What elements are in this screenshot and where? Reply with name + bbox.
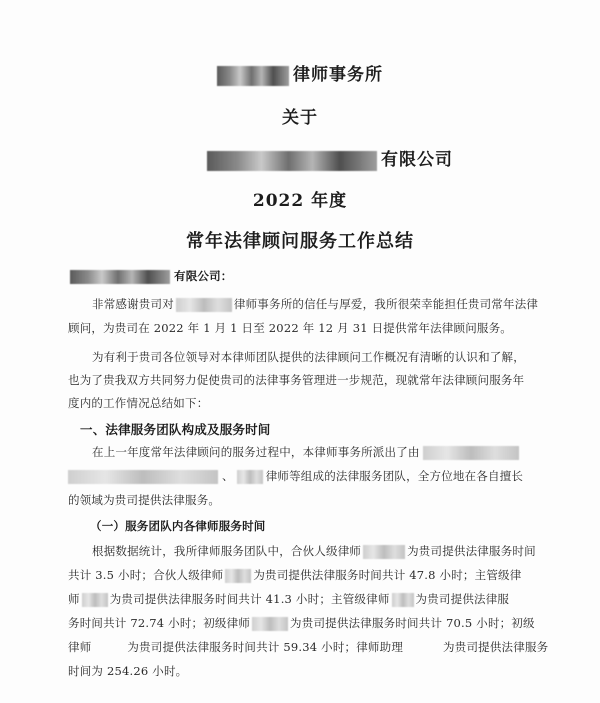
redacted-lawyer-a <box>363 545 405 559</box>
redacted-firm-ref <box>176 298 232 312</box>
document-title: 常年法律顾问服务工作总结 <box>186 231 414 252</box>
section-heading-1: 一、法律服务团队构成及服务时间 <box>80 422 271 437</box>
paragraph-3-line-3: 的领域为贵司提供法律服务。 <box>68 493 221 507</box>
redacted-lawyer-e <box>252 617 288 631</box>
redacted-lawyer-d <box>392 593 414 607</box>
firm-name-line <box>0 60 600 86</box>
about-line: 关于 <box>282 108 318 128</box>
redacted-lawyer-names-2 <box>68 470 218 484</box>
redacted-addressee <box>70 270 170 284</box>
p1-text-b: 律师事务所的信任与厚爱，我所很荣幸能担任贵司常年法律 <box>233 297 539 311</box>
year-line: 2022 年度 <box>252 191 348 211</box>
p4-l4-b: 为贵司提供法律服务时间共计 70.5 小时；初级 <box>290 616 535 630</box>
paragraph-2-line-1: 为有利于贵司各位领导对本律师团队提供的法律顾问工作概况有清晰的认识和了解， <box>92 350 525 364</box>
paragraph-4-line-4 <box>68 615 535 631</box>
p3-text-b: 律师等组成的法律服务团队，全方位地在各自擅长 <box>265 469 524 483</box>
redacted-firm-name <box>217 66 289 86</box>
p4-l2-b: 为贵司提供法律服务时间共计 47.8 小时；主管级律 <box>253 568 522 582</box>
p4-l5-a: 律师 <box>68 640 92 654</box>
redacted-lawyer-b <box>225 569 251 583</box>
paragraph-3-line-1 <box>92 444 523 460</box>
p1-text-a: 非常感谢贵司对 <box>92 297 174 311</box>
firm-suffix: 律师事务所 <box>293 65 383 85</box>
redacted-lawyer-names-3 <box>237 470 263 484</box>
company-suffix: 有限公司 <box>381 150 453 170</box>
redacted-lawyer-c <box>82 593 108 607</box>
p4-l3-b: 为贵司提供法律服务时间共计 41.3 小时；主管级律师 <box>109 592 390 606</box>
redacted-company-name <box>207 151 377 171</box>
paragraph-1-line-2: 顾问，为贵司在 2022 年 1 月 1 日至 2022 年 12 月 31 日提供常年法律顾问服务。 <box>68 321 512 335</box>
paragraph-4-line-1 <box>92 543 536 559</box>
p4-l3-c: 为贵司提供法律服 <box>415 592 510 606</box>
p4-l1-a: 根据数据统计，我所律师服务团队中，合伙人级律师 <box>92 544 362 558</box>
p3-separator: 、 <box>222 469 234 483</box>
redacted-lawyer-names-1 <box>423 446 519 460</box>
addressee-suffix: 有限公司： <box>174 269 233 283</box>
p4-l2-a: 共计 3.5 小时；合伙人级律师 <box>68 568 224 582</box>
paragraph-1-line-1 <box>92 296 538 312</box>
p4-l5-c: 为贵司提供法律服务 <box>443 640 549 654</box>
p4-l3-a: 师 <box>68 592 80 606</box>
company-name-line <box>0 145 600 171</box>
p4-l5-b: 为贵司提供法律服务时间共计 59.34 小时；律师助理 <box>127 640 404 654</box>
paragraph-3-line-2 <box>68 468 523 484</box>
p4-l4-a: 务时间共计 72.74 小时；初级律师 <box>68 616 251 630</box>
paragraph-4-line-3 <box>68 591 509 607</box>
paragraph-4-line-5 <box>68 639 548 655</box>
paragraph-2-line-3: 度内的工作情况总结如下： <box>68 396 209 410</box>
p3-text: 在上一年度常年法律顾问的服务过程中，本律师事务所派出了由 <box>92 445 420 459</box>
addressee-line <box>70 268 233 284</box>
paragraph-4-line-6: 时间为 254.26 小时。 <box>68 664 188 678</box>
section-heading-2: （一）服务团队内各律师服务时间 <box>90 519 266 533</box>
paragraph-4-line-2 <box>68 567 521 583</box>
p4-l1-b: 为贵司提供法律服务时间 <box>407 544 536 558</box>
paragraph-2-line-2: 也为了贵我双方共同努力促使贵司的法律事务管理进一步规范，现就常年法律顾问服务年 <box>68 373 525 387</box>
